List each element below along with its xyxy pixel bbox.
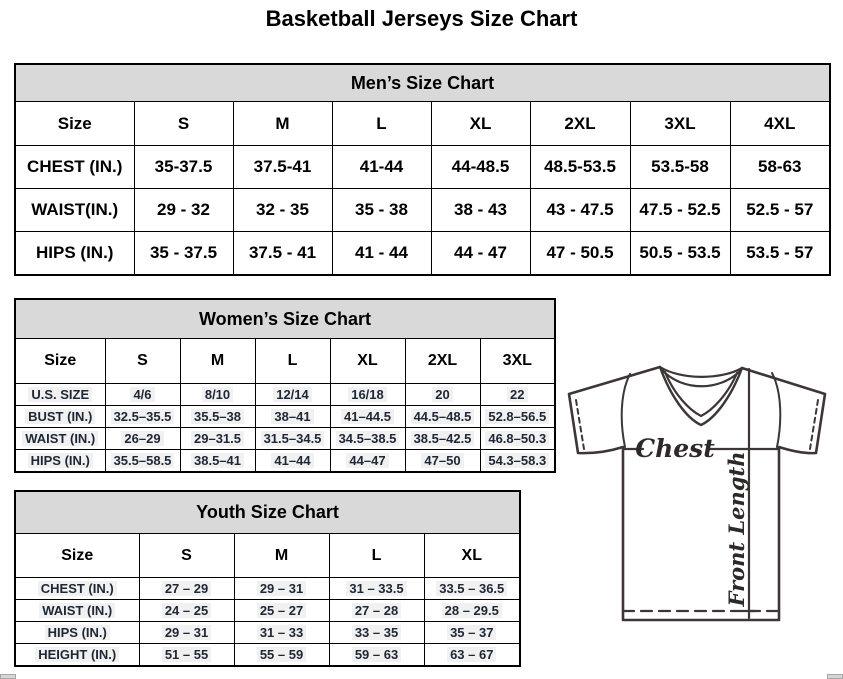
header-label: 3XL (502, 352, 532, 369)
header-label: M (275, 113, 290, 133)
header-label: S (137, 352, 148, 369)
value-text: 35.5–58.5 (111, 453, 175, 468)
value-cell (139, 622, 234, 644)
womens-hips-row (15, 450, 555, 473)
value-cell (424, 578, 520, 600)
value-cell (405, 428, 480, 450)
row-label: CHEST (IN.) (38, 581, 117, 596)
value-cell (530, 189, 630, 232)
value-text: 31 – 33.5 (346, 581, 406, 596)
value-text: 33.5 – 36.5 (436, 581, 507, 596)
value-text: 29 - 32 (157, 200, 210, 219)
size-column-header (530, 102, 630, 146)
header-label: XL (461, 546, 482, 564)
header-label: XL (357, 352, 378, 369)
jersey-measurement-diagram (563, 361, 831, 629)
row-label-cell (15, 450, 105, 473)
value-text: 20 (432, 387, 452, 402)
value-cell (329, 578, 424, 600)
scroll-right-button[interactable] (827, 674, 843, 679)
row-label: WAIST(IN.) (31, 200, 119, 219)
size-corner-header (15, 102, 134, 146)
value-cell (480, 406, 555, 428)
row-label: HIPS (IN.) (28, 453, 93, 468)
value-text: 35 - 38 (355, 200, 408, 219)
value-text: 63 – 67 (447, 647, 496, 662)
value-cell (480, 428, 555, 450)
value-cell (330, 384, 405, 406)
value-text: 44–47 (346, 453, 388, 468)
header-label: M (274, 546, 289, 564)
header-label: S (181, 546, 192, 564)
value-text: 43 - 47.5 (546, 200, 614, 219)
value-text: 52.5 - 57 (746, 200, 814, 219)
size-column-header (405, 339, 480, 384)
value-cell (180, 384, 255, 406)
value-text: 32 - 35 (256, 200, 309, 219)
value-cell (329, 622, 424, 644)
mens-table-title: Men’s Size Chart (15, 64, 830, 102)
womens-bust-row (15, 406, 555, 428)
size-column-header (330, 339, 405, 384)
value-text: 29 – 31 (162, 625, 211, 640)
value-cell (255, 384, 330, 406)
value-cell (330, 450, 405, 473)
value-text: 41 - 44 (355, 243, 408, 262)
header-label: Size (44, 352, 77, 369)
size-column-header (180, 339, 255, 384)
header-label: 2XL (564, 113, 596, 133)
row-label: HIPS (IN.) (45, 625, 110, 640)
value-cell (234, 600, 329, 622)
row-label: CHEST (IN.) (27, 157, 123, 176)
value-text: 44 - 47 (454, 243, 507, 262)
youth-hips-row (15, 622, 520, 644)
header-label: Size (57, 113, 92, 133)
value-text: 44-48.5 (451, 157, 510, 176)
row-label: U.S. SIZE (28, 387, 92, 402)
mens-hips-row (15, 232, 830, 276)
size-column-header (233, 102, 332, 146)
row-label-cell (15, 644, 139, 667)
value-cell (180, 406, 255, 428)
value-text: 55 – 59 (257, 647, 306, 662)
value-text: 33 – 35 (352, 625, 401, 640)
value-text: 41–44.5 (341, 409, 394, 424)
value-text: 47–50 (421, 453, 463, 468)
horizontal-scrollbar[interactable] (0, 674, 843, 679)
row-label-cell (15, 600, 139, 622)
value-text: 35 – 37 (447, 625, 496, 640)
value-cell (630, 232, 730, 276)
value-cell (233, 146, 332, 189)
value-text: 28 – 29.5 (442, 603, 502, 618)
womens-size-chart-table (14, 298, 556, 473)
size-column-header (255, 339, 330, 384)
table-title-row (15, 299, 555, 339)
size-column-header (139, 534, 234, 578)
row-label: BUST (IN.) (25, 409, 95, 424)
value-cell (431, 189, 530, 232)
womens-waist-row (15, 428, 555, 450)
value-text: 50.5 - 53.5 (639, 243, 721, 262)
value-cell (234, 644, 329, 667)
size-column-header (329, 534, 424, 578)
row-label-cell (15, 578, 139, 600)
size-column-header (431, 102, 530, 146)
value-text: 12/14 (273, 387, 312, 402)
value-text: 47.5 - 52.5 (639, 200, 721, 219)
womens-table-title: Women’s Size Chart (15, 299, 555, 339)
value-text: 4/6 (130, 387, 154, 402)
mens-waist-row (15, 189, 830, 232)
value-cell (105, 384, 180, 406)
jersey-diagram-icon (563, 361, 831, 629)
youth-header-row (15, 534, 520, 578)
row-label-cell (15, 622, 139, 644)
value-text: 27 – 29 (162, 581, 211, 596)
chest-label: Chest (635, 434, 715, 463)
value-cell (234, 578, 329, 600)
page-title: Basketball Jerseys Size Chart (265, 6, 578, 31)
header-label: L (376, 113, 387, 133)
value-cell (530, 146, 630, 189)
header-label: XL (469, 113, 492, 133)
row-label-cell (15, 232, 134, 276)
value-text: 22 (507, 387, 527, 402)
value-cell (180, 450, 255, 473)
mens-header-row (15, 102, 830, 146)
youth-height-row (15, 644, 520, 667)
value-cell (405, 384, 480, 406)
value-cell (329, 644, 424, 667)
value-text: 24 – 25 (162, 603, 211, 618)
value-cell (730, 146, 830, 189)
header-label: 2XL (427, 352, 458, 369)
value-cell (405, 450, 480, 473)
youth-size-chart-table (14, 490, 521, 667)
value-cell (330, 406, 405, 428)
size-column-header (480, 339, 555, 384)
value-cell (134, 146, 233, 189)
value-text: 37.5-41 (253, 157, 312, 176)
front-length-label: Front Length (724, 451, 749, 607)
value-text: 46.8–50.3 (485, 431, 549, 446)
value-text: 38 - 43 (454, 200, 507, 219)
value-text: 29 – 31 (257, 581, 306, 596)
value-cell (431, 146, 530, 189)
size-column-header (105, 339, 180, 384)
value-text: 26–29 (121, 431, 163, 446)
value-text: 52.8–56.5 (485, 409, 549, 424)
value-cell (332, 146, 431, 189)
header-label: L (287, 352, 298, 369)
row-label-cell (15, 146, 134, 189)
value-cell (234, 622, 329, 644)
value-cell (134, 189, 233, 232)
size-column-header (730, 102, 830, 146)
value-cell (424, 644, 520, 667)
value-text: 41-44 (359, 157, 404, 176)
mens-size-chart-table (14, 63, 831, 276)
header-label: M (210, 352, 225, 369)
row-label: HEIGHT (IN.) (35, 647, 119, 662)
value-cell (105, 406, 180, 428)
value-cell (255, 450, 330, 473)
value-text: 48.5-53.5 (544, 157, 616, 176)
table-title-row (15, 64, 830, 102)
value-cell (139, 600, 234, 622)
header-label: 4XL (764, 113, 796, 133)
youth-chest-row (15, 578, 520, 600)
row-label: HIPS (IN.) (36, 243, 114, 262)
size-column-header (630, 102, 730, 146)
value-text: 38.5–41 (191, 453, 244, 468)
womens-header-row (15, 339, 555, 384)
row-label-cell (15, 428, 105, 450)
value-cell (630, 146, 730, 189)
row-label-cell (15, 406, 105, 428)
womens-us-size-row (15, 384, 555, 406)
header-label: S (177, 113, 190, 133)
value-cell (139, 578, 234, 600)
value-cell (332, 232, 431, 276)
value-text: 54.3–58.3 (485, 453, 549, 468)
value-cell (530, 232, 630, 276)
value-cell (330, 428, 405, 450)
value-cell (630, 189, 730, 232)
value-text: 58-63 (758, 157, 802, 176)
value-text: 27 – 28 (352, 603, 401, 618)
value-text: 38–41 (271, 409, 313, 424)
row-label-cell (15, 189, 134, 232)
value-text: 34.5–38.5 (336, 431, 400, 446)
header-label: Size (61, 546, 94, 564)
value-text: 32.5–35.5 (111, 409, 175, 424)
value-text: 53.5-58 (651, 157, 709, 176)
value-cell (329, 600, 424, 622)
value-text: 44.5–48.5 (411, 409, 475, 424)
value-cell (105, 450, 180, 473)
value-cell (134, 232, 233, 276)
value-cell (233, 232, 332, 276)
value-cell (424, 600, 520, 622)
value-text: 31.5–34.5 (261, 431, 325, 446)
size-column-header (332, 102, 431, 146)
value-text: 37.5 - 41 (248, 243, 317, 262)
value-text: 35-37.5 (154, 157, 213, 176)
mens-chest-row (15, 146, 830, 189)
size-corner-header (15, 339, 105, 384)
value-text: 35 - 37.5 (149, 243, 218, 262)
size-corner-header (15, 534, 139, 578)
value-text: 38.5–42.5 (411, 431, 475, 446)
value-cell (431, 232, 530, 276)
row-label: WAIST (IN.) (39, 603, 115, 618)
value-cell (480, 384, 555, 406)
table-title-row (15, 491, 520, 534)
value-cell (730, 232, 830, 276)
value-cell (730, 189, 830, 232)
value-cell (255, 406, 330, 428)
row-label: WAIST (IN.) (22, 431, 98, 446)
value-cell (480, 450, 555, 473)
youth-waist-row (15, 600, 520, 622)
value-text: 51 – 55 (162, 647, 211, 662)
value-text: 35.5–38 (191, 409, 244, 424)
value-cell (105, 428, 180, 450)
youth-table-title: Youth Size Chart (15, 491, 520, 534)
value-text: 31 – 33 (257, 625, 306, 640)
value-text: 29–31.5 (191, 431, 244, 446)
header-label: 3XL (664, 113, 696, 133)
scroll-left-button[interactable] (0, 674, 16, 679)
value-cell (424, 622, 520, 644)
value-cell (405, 406, 480, 428)
value-text: 53.5 - 57 (746, 243, 814, 262)
value-text: 25 – 27 (257, 603, 306, 618)
row-label-cell (15, 384, 105, 406)
value-text: 8/10 (202, 387, 233, 402)
header-label: L (371, 546, 382, 564)
value-text: 41–44 (271, 453, 313, 468)
size-column-header (424, 534, 520, 578)
value-cell (233, 189, 332, 232)
value-text: 47 - 50.5 (546, 243, 614, 262)
value-cell (332, 189, 431, 232)
size-column-header (234, 534, 329, 578)
value-text: 59 – 63 (352, 647, 401, 662)
value-text: 16/18 (348, 387, 387, 402)
size-column-header (134, 102, 233, 146)
value-cell (180, 428, 255, 450)
value-cell (255, 428, 330, 450)
value-cell (139, 644, 234, 667)
